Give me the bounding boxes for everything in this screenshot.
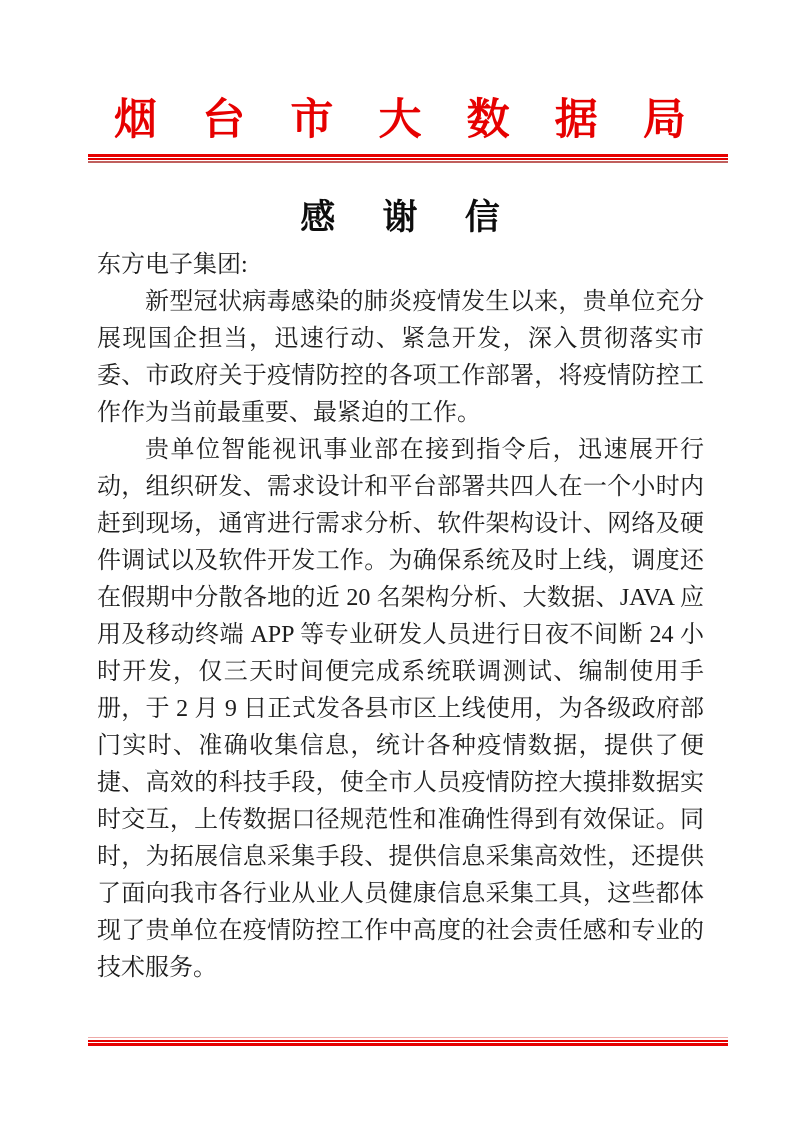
divider-line-thick [88, 1043, 728, 1046]
divider-line-muted [88, 161, 728, 163]
divider-line-faint [88, 1037, 728, 1038]
header-divider [88, 154, 728, 163]
letterhead-title: 烟台市大数据局 [114, 97, 732, 144]
body-paragraph-2: 贵单位智能视讯事业部在接到指令后，迅速展开行动，组织研发、需求设计和平台部署共四人在一个小时内赶到现场，通宵进行需求分析、软件架构设计、网络及硬件调试以及软件开发工作。为确保系统及时上线，调度还在假期中分散各地的近 20 名架构分析、大数据、JAVA 应用及移动终端 APP 等专业研发人员进行日夜不间断 24 小时开发，仅三天时间便完成系统联调测试、编制使用手册，于 2 月 9 日正式发各县市区上线使用，为各级政府部门实时、准确收集信息，统计各种疫情数据，提供了便捷、高效的科技手段，使全市人员疫情防控大摸排数据实时交互，上传数据口径规范性和准确性得到有效保证。同时，为拓展信息采集手段、提供信息采集高效性，还提供了面向我市各行业从业人员健康信息采集工具，这些都体现了贵单位在疫情防控工作中高度的社会责任感和专业的技术服务。 [97, 437, 704, 981]
document-title: 感谢信 [300, 198, 547, 237]
body-paragraph-1: 新型冠状病毒感染的肺炎疫情发生以来，贵单位充分展现国企担当，迅速行动、紧急开发，深入贯彻落实市委、市政府关于疫情防控的各项工作部署，将疫情防控工作作为当前最重要、最紧迫的工作。 [97, 289, 704, 426]
letter-body [97, 247, 704, 987]
divider-line-medium [88, 1040, 728, 1042]
divider-line-medium [88, 158, 728, 160]
divider-line-thick [88, 154, 728, 157]
footer-divider [88, 1037, 728, 1046]
salutation: 东方电子集团: [97, 252, 248, 278]
